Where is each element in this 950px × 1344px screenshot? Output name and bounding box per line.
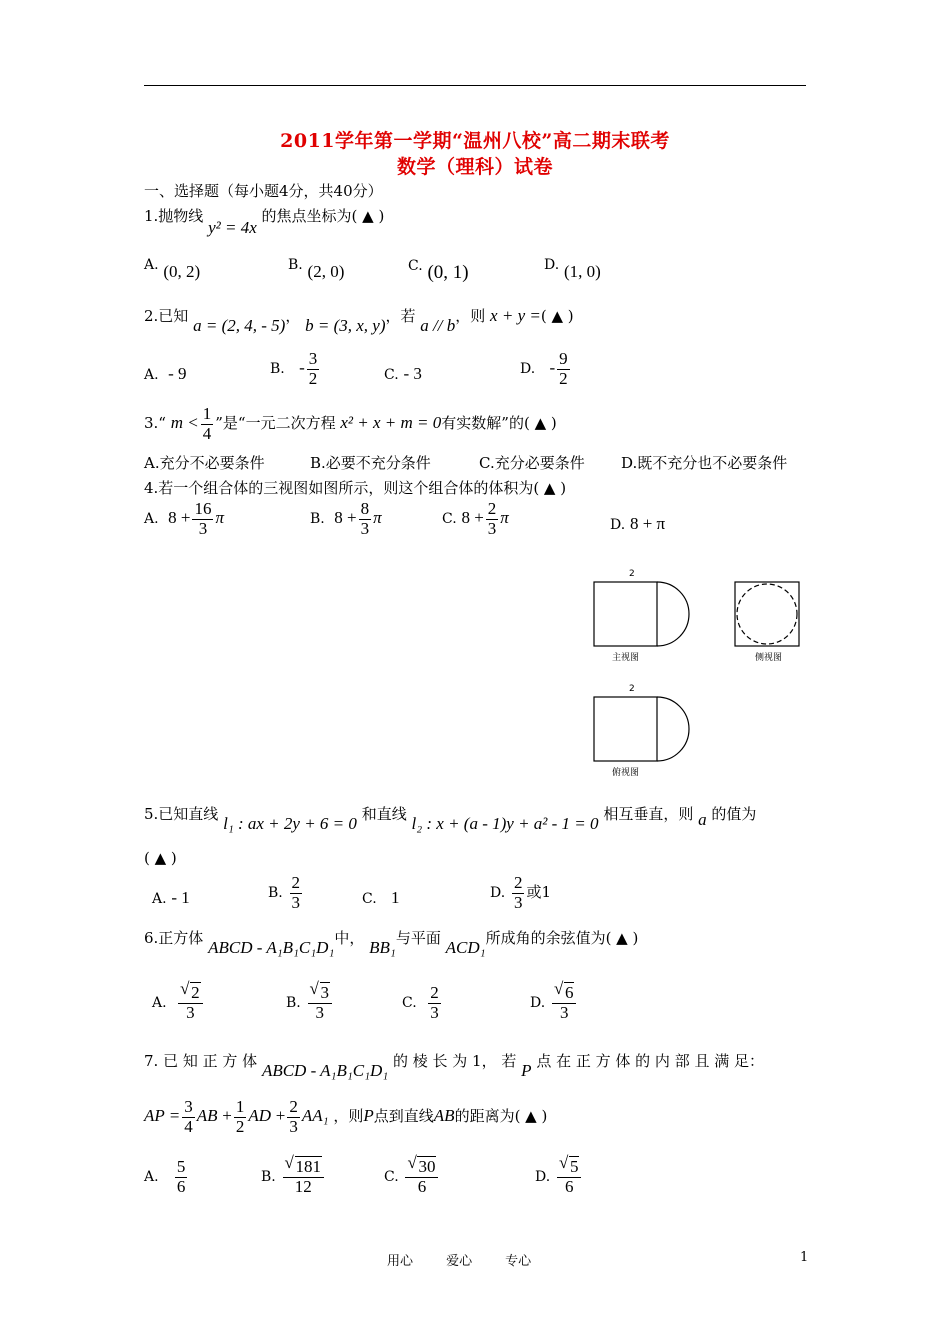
q6-option-d: D. √ 6 3	[530, 984, 578, 1022]
q4-option-d: D. 8 + π	[610, 514, 666, 533]
section-heading: 一、选择题（每小题4分，共40分）	[144, 182, 383, 200]
q1-formula: y² = 4x	[208, 218, 257, 237]
q1-prefix: 1.抛物线	[144, 207, 204, 225]
q1-option-b: B. (2, 0)	[288, 257, 345, 281]
q2-vector-b: b = (3, x, y)	[305, 316, 386, 335]
q6-option-a: A. √ 2 3	[152, 984, 205, 1022]
q1-option-d: D. (1, 0)	[544, 257, 601, 281]
question-7: 7. 已 知 正 方 体 ABCD - A₁B₁C₁D₁ 的 棱 长 为 1， 若 P 点 在 正 方 体 的 内 部 且 满 足：	[144, 1052, 765, 1080]
question-2: 2.已知 a = (2, 4, - 5)， b = (3, x, y)，若 a // b，则 x + y =( ▲ )	[144, 306, 574, 335]
exam-title: 2011学年第一学期“温州八校”高二期末联考	[280, 130, 670, 152]
q6-cube: ABCD - A₁B₁C₁D₁	[208, 938, 335, 957]
q7-cube: ABCD - A₁B₁C₁D₁	[261, 1061, 389, 1080]
q3-option-a: A.充分不必要条件	[144, 454, 265, 472]
q1-option-a: A. (0, 2)	[144, 257, 201, 281]
header-rule	[144, 85, 806, 86]
top-view-square	[594, 697, 657, 761]
q1-suffix: 的焦点坐标为( ▲ )	[261, 207, 385, 225]
q5-line-1: l₁ : ax + 2y + 6 = 0	[223, 814, 357, 833]
q5-option-d: D. $\frac{2}{3}$ 或1	[490, 873, 552, 912]
q6-option-c: C. $\frac{2}{3}$	[402, 983, 439, 1022]
front-view-square	[594, 582, 657, 646]
q5-option-a: A. - 1	[152, 888, 190, 907]
q3-option-d: D.既不充分也不必要条件	[621, 454, 788, 472]
q3-option-c: C.充分必要条件	[479, 454, 585, 472]
three-view-figure	[580, 562, 810, 787]
front-view-dimension: 2	[629, 569, 635, 579]
q7-condition: AP = $\frac{3}{4}$ AB + $\frac{1}{2}$ AD + $\frac{2}{3}$ AA₁ ，则P点到直线AB的距离为( ▲ )	[144, 1097, 548, 1136]
q5-option-c: C. 1	[362, 888, 400, 907]
exam-subtitle: 数学（理科）试卷	[396, 156, 553, 178]
q3-option-b: B.必要不充分条件	[310, 454, 431, 472]
side-view-dashed-circle	[737, 584, 797, 644]
front-view-semicircle	[657, 582, 689, 646]
q2-option-a: A. - 9	[144, 364, 187, 383]
q2-vector-a: a = (2, 4, - 5)	[193, 316, 286, 335]
q5-answer-paren: ( ▲ )	[144, 849, 177, 867]
front-view-caption: 主视图	[612, 653, 640, 663]
side-view-caption: 侧视图	[755, 653, 783, 663]
top-view-caption: 俯视图	[612, 768, 640, 778]
question-1	[144, 205, 385, 237]
page-number: 1	[800, 1250, 809, 1265]
q1-option-c: C. (0, 1)	[408, 258, 469, 283]
side-view-square	[735, 582, 799, 646]
question-4: 4.若一个组合体的三视图如图所示，则这个组合体的体积为( ▲ )	[144, 479, 567, 497]
question-5: 5.已知直线 l₁ : ax + 2y + 6 = 0 和直线 l₂ : x + (a - 1)y + a² - 1 = 0 相互垂直，则 a 的值为	[144, 805, 757, 833]
question-6: 6.正方体 ABCD - A₁B₁C₁D₁中， BB₁与平面 ACD₁所成角的余弦值为( ▲ )	[144, 929, 639, 957]
q2-option-d: D. - $\frac{9}{2}$	[520, 349, 568, 388]
q4-option-c: C. 8 + $\frac{2}{3}$ π	[442, 499, 509, 538]
q2-option-b: B. - $\frac{3}{2}$	[270, 349, 318, 388]
question-3: 3.“ m < $\frac{1}{4}$ ”是“一元二次方程 x² + x + m = 0有实数解”的( ▲ )	[144, 404, 557, 443]
q4-option-a: A. 8 + $\frac{16}{3}$ π	[144, 499, 224, 538]
q5-option-b: B. $\frac{2}{3}$	[268, 873, 301, 912]
q7-option-d: D. √ 5 6	[535, 1158, 583, 1196]
footer-motto: 用心 爱心 专心	[387, 1254, 532, 1269]
q2-option-c: C. - 3	[384, 364, 422, 383]
q5-line-2: l₂ : x + (a - 1)y + a² - 1 = 0	[411, 814, 599, 833]
q7-option-c: C. √ 30 6	[384, 1158, 440, 1196]
top-view-semicircle	[657, 697, 689, 761]
q6-option-b: B. √ 3 3	[286, 984, 334, 1022]
top-view-dimension: 2	[629, 684, 635, 694]
q4-option-b: B. 8 + $\frac{8}{3}$ π	[310, 499, 382, 538]
q7-option-b: B. √ 181 12	[261, 1158, 326, 1196]
q7-option-a: A. $\frac{5}{6}$	[144, 1157, 186, 1196]
